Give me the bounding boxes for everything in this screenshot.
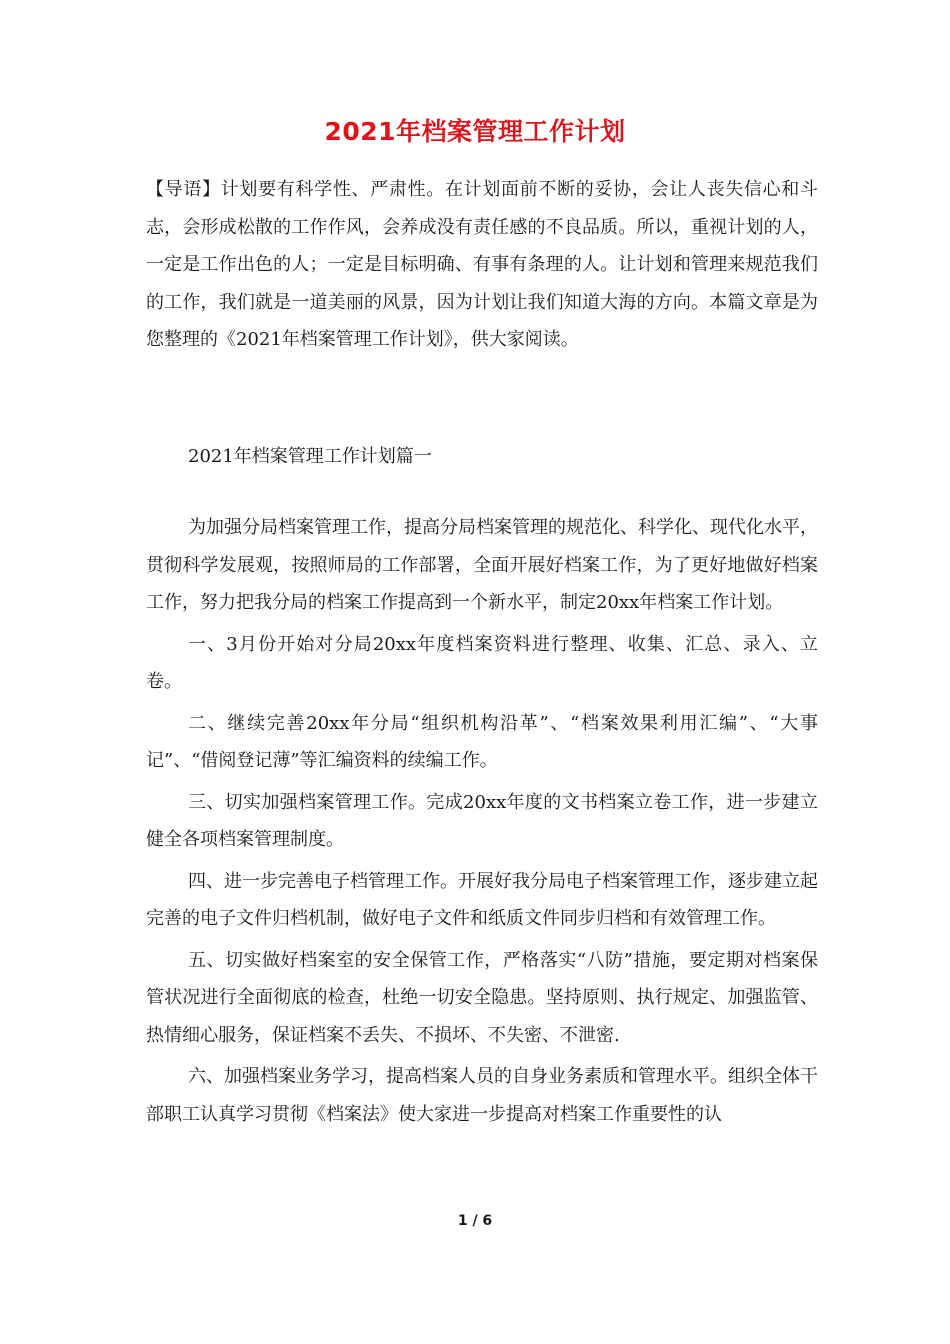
intro-paragraph: 【导语】计划要有科学性、严肃性。在计划面前不断的妥协，会让人丧失信心和斗志，会形成松散的工作作风，会养成没有责任感的不良品质。所以，重视计划的人，一定是工作出色的人；一定是目标明确、有事有条理的人。让计划和管理来规范我们的工作，我们就是一道美丽的风景，因为计划让我们知道大海的方向。本篇文章是为您整理的《2021年档案管理工作计划》，供大家阅读。: [146, 179, 818, 350]
section-body: [146, 509, 818, 1133]
paragraph: 一、3月份开始对分局20xx年度档案资料进行整理、收集、汇总、录入、立卷。: [146, 633, 818, 692]
page-indicator: 1 / 6: [457, 1213, 493, 1229]
document-title: 2021年档案管理工作计划: [324, 117, 626, 146]
paragraph: 四、进一步完善电子档管理工作。开展好我分局电子档案管理工作，逐步建立起完善的电子文件归档机制，做好电子文件和纸质文件同步归档和有效管理工作。: [146, 870, 818, 929]
paragraph: 六、加强档案业务学习，提高档案人员的自身业务素质和管理水平。组织全体干部职工认真学习贯彻《档案法》使大家进一步提高对档案工作重要性的认: [146, 1066, 818, 1125]
paragraph: 三、切实加强档案管理工作。完成20xx年度的文书档案立卷工作，进一步建立健全各项档案管理制度。: [146, 791, 818, 850]
paragraph: 为加强分局档案管理工作，提高分局档案管理的规范化、科学化、现代化水平，贯彻科学发展观，按照师局的工作部署，全面开展好档案工作，为了更好地做好档案工作，努力把我分局的档案工作提高到一个新水平，制定20xx年档案工作计划。: [146, 517, 818, 613]
paragraph: 五、切实做好档案室的安全保管工作，严格落实“八防”措施，要定期对档案保管状况进行全面彻底的检查，杜绝一切安全隐患。坚持原则、执行规定、加强监管、热情细心服务，保证档案不丢失、不损坏、不失密、不泄密.: [146, 949, 818, 1046]
paragraph: 二、继续完善20xx年分局“组织机构沿革”、“档案效果利用汇编”、“大事记”、“借阅登记薄”等汇编资料的续编工作。: [146, 712, 818, 771]
section-title: 2021年档案管理工作计划篇一: [188, 446, 432, 467]
